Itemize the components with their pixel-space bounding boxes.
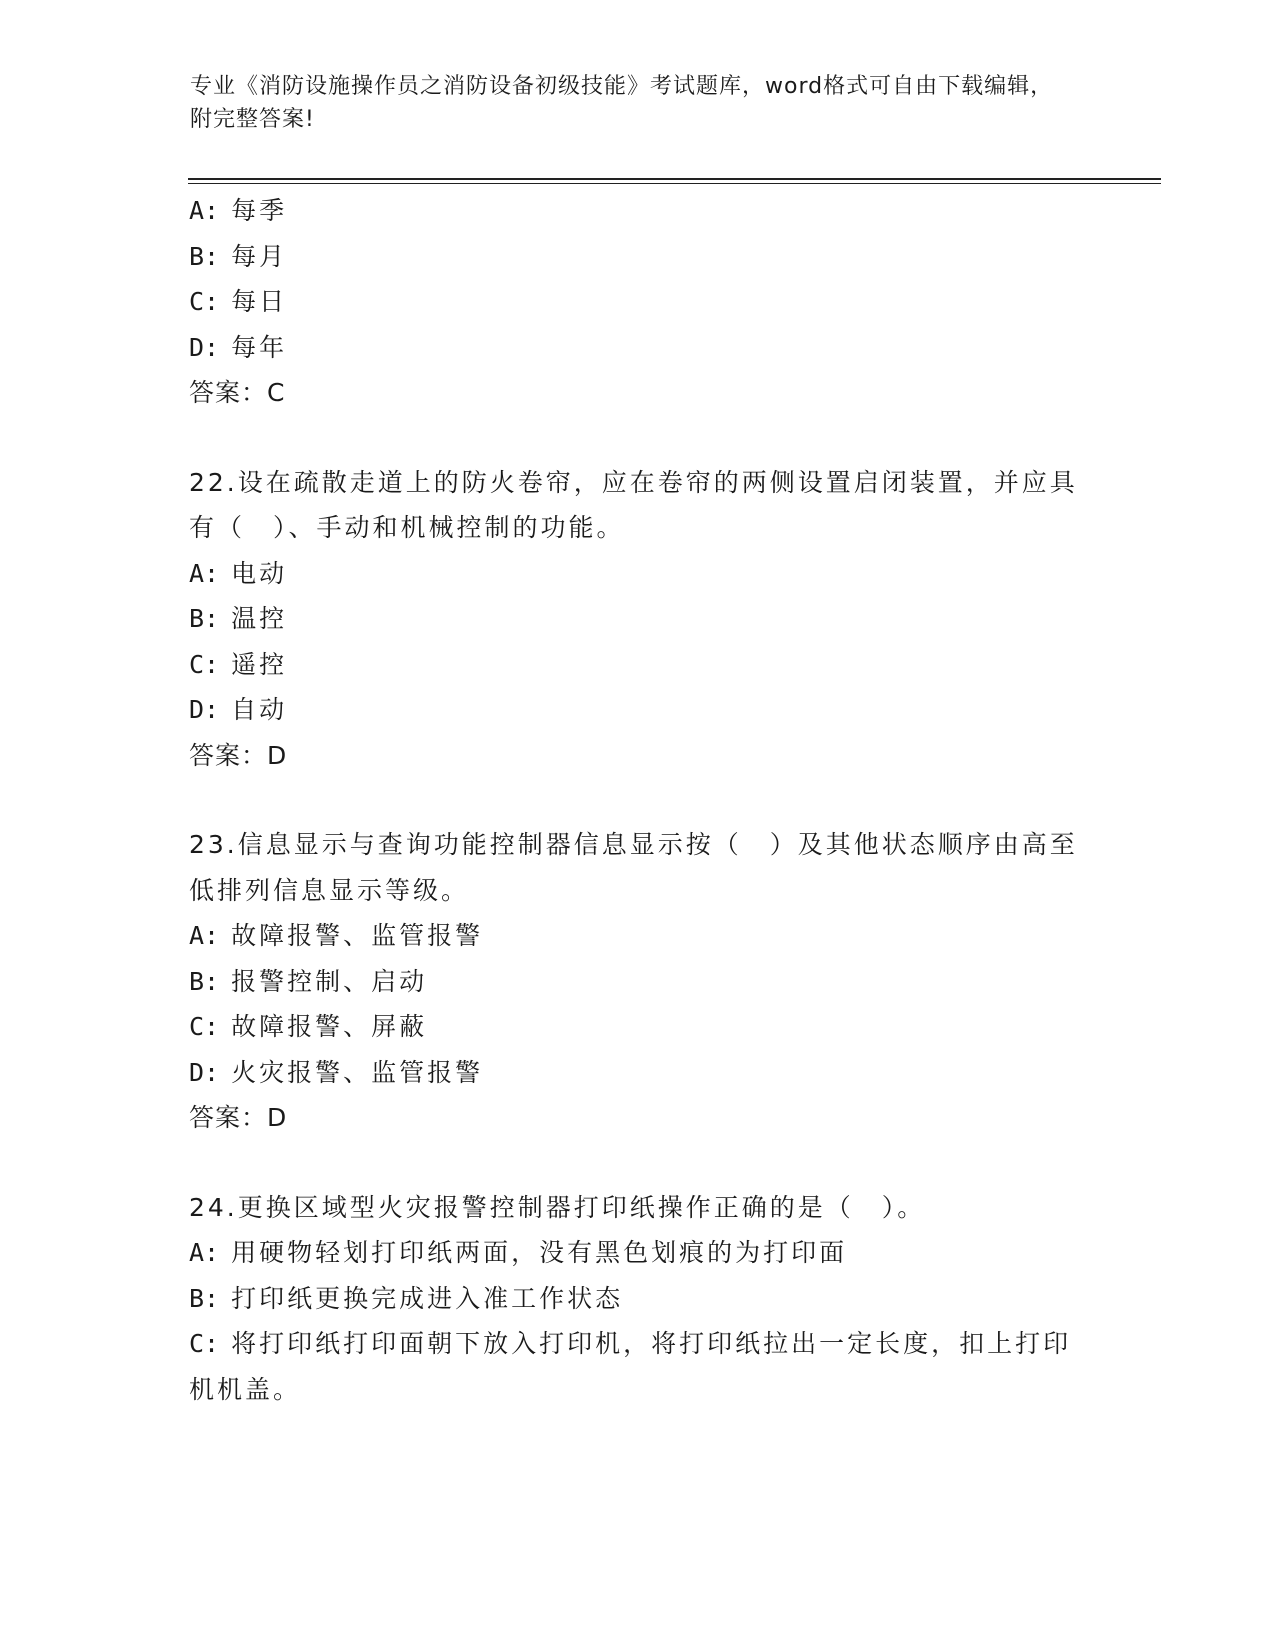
- option-b: B: 每月: [189, 241, 288, 271]
- option-a: A: 故障报警、监管报警: [189, 921, 484, 950]
- option-a: A: 用硬物轻划打印纸两面，没有黑色划痕的为打印面: [189, 1238, 848, 1267]
- option-a: A: 每季: [189, 196, 288, 225]
- option-c: C: 故障报警、屏蔽: [189, 1012, 428, 1041]
- option-c: C: 将打印纸打印面朝下放入打印机，将打印纸拉出一定长度，扣上打印机机盖。: [189, 1329, 1072, 1404]
- header-rule-thin: [188, 183, 1161, 184]
- answer-line: 答案：D: [189, 1103, 288, 1132]
- answer-line: 答案：C: [189, 378, 286, 407]
- option-d: D: 自动: [189, 695, 288, 724]
- option-b: B: 温控: [189, 604, 288, 633]
- option-a: A: 电动: [189, 558, 288, 588]
- option-d: D: 每年: [189, 332, 288, 362]
- question-stem: 22.设在疏散走道上的防火卷帘，应在卷帘的两侧设置启闭装置，并应具有（ ）、手动和机械控制的功能。: [189, 467, 1078, 542]
- option-c: C: 每日: [189, 287, 288, 316]
- question-content: [189, 188, 1089, 1412]
- question-block: [189, 822, 1089, 1141]
- answer-line: 答案：D: [189, 740, 288, 770]
- option-b: B: 打印纸更换完成进入准工作状态: [189, 1283, 624, 1313]
- option-c: C: 遥控: [189, 649, 288, 679]
- question-block: [189, 1185, 1089, 1413]
- question-stem: 24.更换区域型火灾报警控制器打印纸操作正确的是（ ）。: [189, 1192, 926, 1222]
- prev-question-block: [189, 188, 1089, 416]
- question-stem: 23.信息显示与查询功能控制器信息显示按（ ）及其他状态顺序由高至低排列信息显示等级。: [189, 830, 1078, 905]
- option-d: D: 火灾报警、监管报警: [189, 1057, 484, 1087]
- document-header: 专业《消防设施操作员之消防设备初级技能》考试题库，word格式可自由下载编辑，附完整答案!: [190, 74, 1054, 132]
- header-rule: [188, 178, 1161, 180]
- option-b: B: 报警控制、启动: [189, 966, 428, 996]
- question-block: [189, 460, 1089, 779]
